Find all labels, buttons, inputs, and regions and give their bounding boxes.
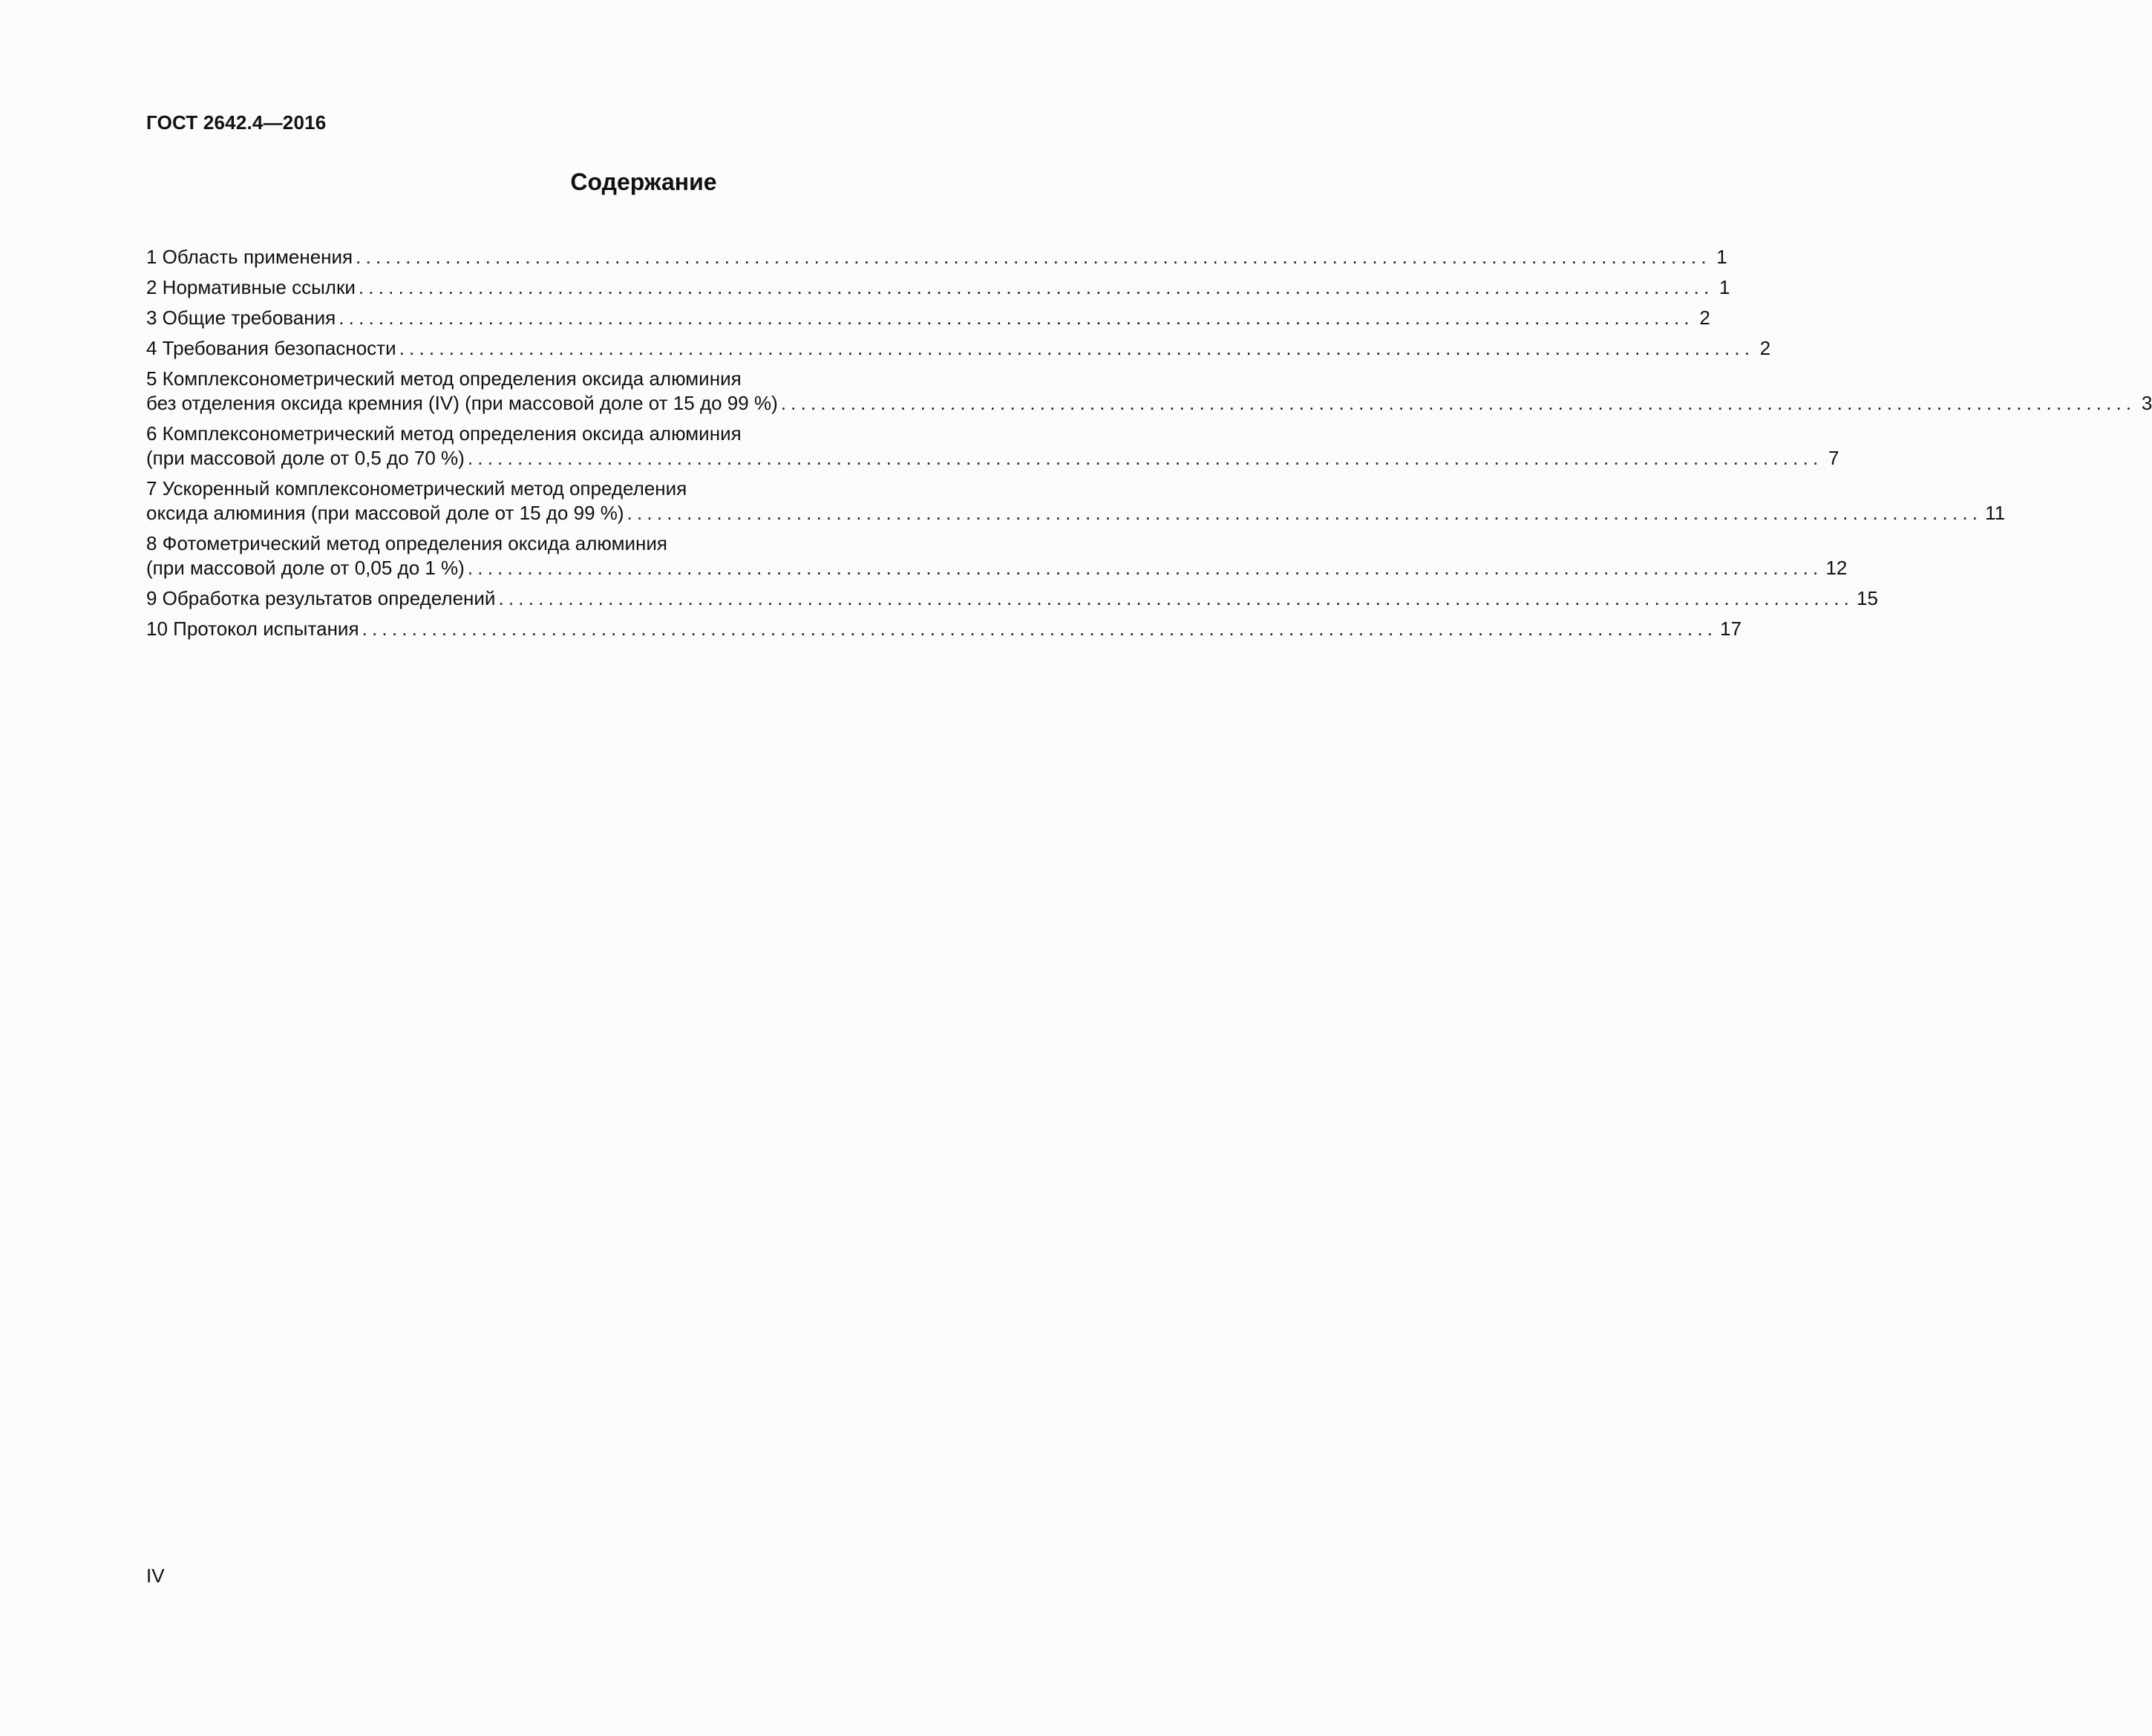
toc-title: Содержание (570, 168, 717, 195)
toc-leader-dots: ........................................................................................................................................ (399, 337, 1755, 359)
toc-line (146, 275, 1730, 300)
toc-entry-label: 8 Фотометрический метод определения оксида алюминия (146, 532, 667, 554)
toc-entry-label: 6 Комплексонометрический метод определения оксида алюминия (146, 422, 742, 445)
toc-entry-label: 7 Ускоренный комплексонометрический метод определения (146, 477, 687, 499)
toc-line (146, 422, 1139, 446)
toc-leader-dots: ........................................................................................................................................ (627, 502, 1983, 524)
toc-page-number: 15 (1857, 587, 1878, 609)
toc-entry-label: 10 Протокол испытания (146, 618, 359, 640)
toc-entry-label: 4 Требования безопасности (146, 337, 396, 359)
toc-entry-3[interactable] (146, 306, 1710, 330)
toc-page-number: 1 (1719, 276, 1730, 298)
toc-page-number: 1 (1716, 246, 1727, 268)
toc-leader-dots: ........................................................................................................................................ (467, 447, 1823, 469)
table-of-contents (146, 245, 2152, 647)
toc-line (146, 245, 1727, 269)
toc-entry-label: 9 Обработка результатов определений (146, 587, 496, 609)
toc-entry-label-continued: (при массовой доле от 0,05 до 1 %) (146, 557, 465, 579)
toc-page-number: 12 (1825, 557, 1848, 579)
toc-page-number: 2 (1699, 307, 1710, 329)
toc-page-number: 11 (1985, 502, 2006, 524)
toc-page-number: 7 (1828, 447, 1839, 469)
toc-line (146, 336, 1771, 361)
toc-entry-7[interactable] (146, 476, 2006, 525)
toc-page-number: 3 (2141, 392, 2152, 414)
toc-leader-dots: ........................................................................................................................................ (362, 618, 1718, 640)
toc-leader-dots: ........................................................................................................................................ (780, 392, 2136, 414)
toc-leader-dots: ........................................................................................................................................ (356, 246, 1711, 268)
toc-entry-label: 2 Нормативные ссылки (146, 276, 356, 298)
toc-entry-8[interactable] (146, 531, 1848, 580)
toc-line (146, 586, 1878, 611)
toc-entry-9[interactable] (146, 586, 1878, 611)
toc-page-number: 2 (1759, 337, 1771, 359)
toc-entry-2[interactable] (146, 275, 1730, 300)
toc-entry-5[interactable] (146, 367, 2152, 416)
toc-page-number: 17 (1720, 618, 1742, 640)
toc-line (146, 501, 2006, 525)
toc-leader-dots: ........................................................................................................................................ (467, 557, 1823, 579)
toc-entry-label-continued: (при массовой доле от 0,5 до 70 %) (146, 447, 465, 469)
toc-entry-label-continued: оксида алюминия (при массовой доле от 15 до 99 %) (146, 502, 624, 524)
page-number: IV (146, 1565, 165, 1587)
toc-entry-6[interactable] (146, 422, 1839, 471)
toc-entry-label-continued: без отделения оксида кремния (IV) (при массовой доле от 15 до 99 %) (146, 392, 778, 414)
toc-line (146, 531, 1139, 556)
toc-leader-dots: ........................................................................................................................................ (498, 587, 1854, 609)
toc-line (146, 476, 1139, 501)
toc-line (146, 617, 1742, 641)
toc-line (146, 367, 1139, 391)
document-code: ГОСТ 2642.4—2016 (146, 111, 327, 134)
toc-entry-1[interactable] (146, 245, 1727, 269)
toc-entry-10[interactable] (146, 617, 1742, 641)
toc-leader-dots: ........................................................................................................................................ (358, 276, 1714, 298)
toc-entry-label: 3 Общие требования (146, 307, 336, 329)
toc-entry-label: 5 Комплексонометрический метод определения оксида алюминия (146, 367, 742, 390)
toc-entry-label: 1 Область применения (146, 246, 353, 268)
toc-line (146, 306, 1710, 330)
toc-leader-dots: ........................................................................................................................................ (339, 307, 1694, 329)
toc-line (146, 556, 1848, 580)
toc-line (146, 446, 1839, 471)
toc-entry-4[interactable] (146, 336, 1771, 361)
toc-line (146, 391, 2152, 416)
